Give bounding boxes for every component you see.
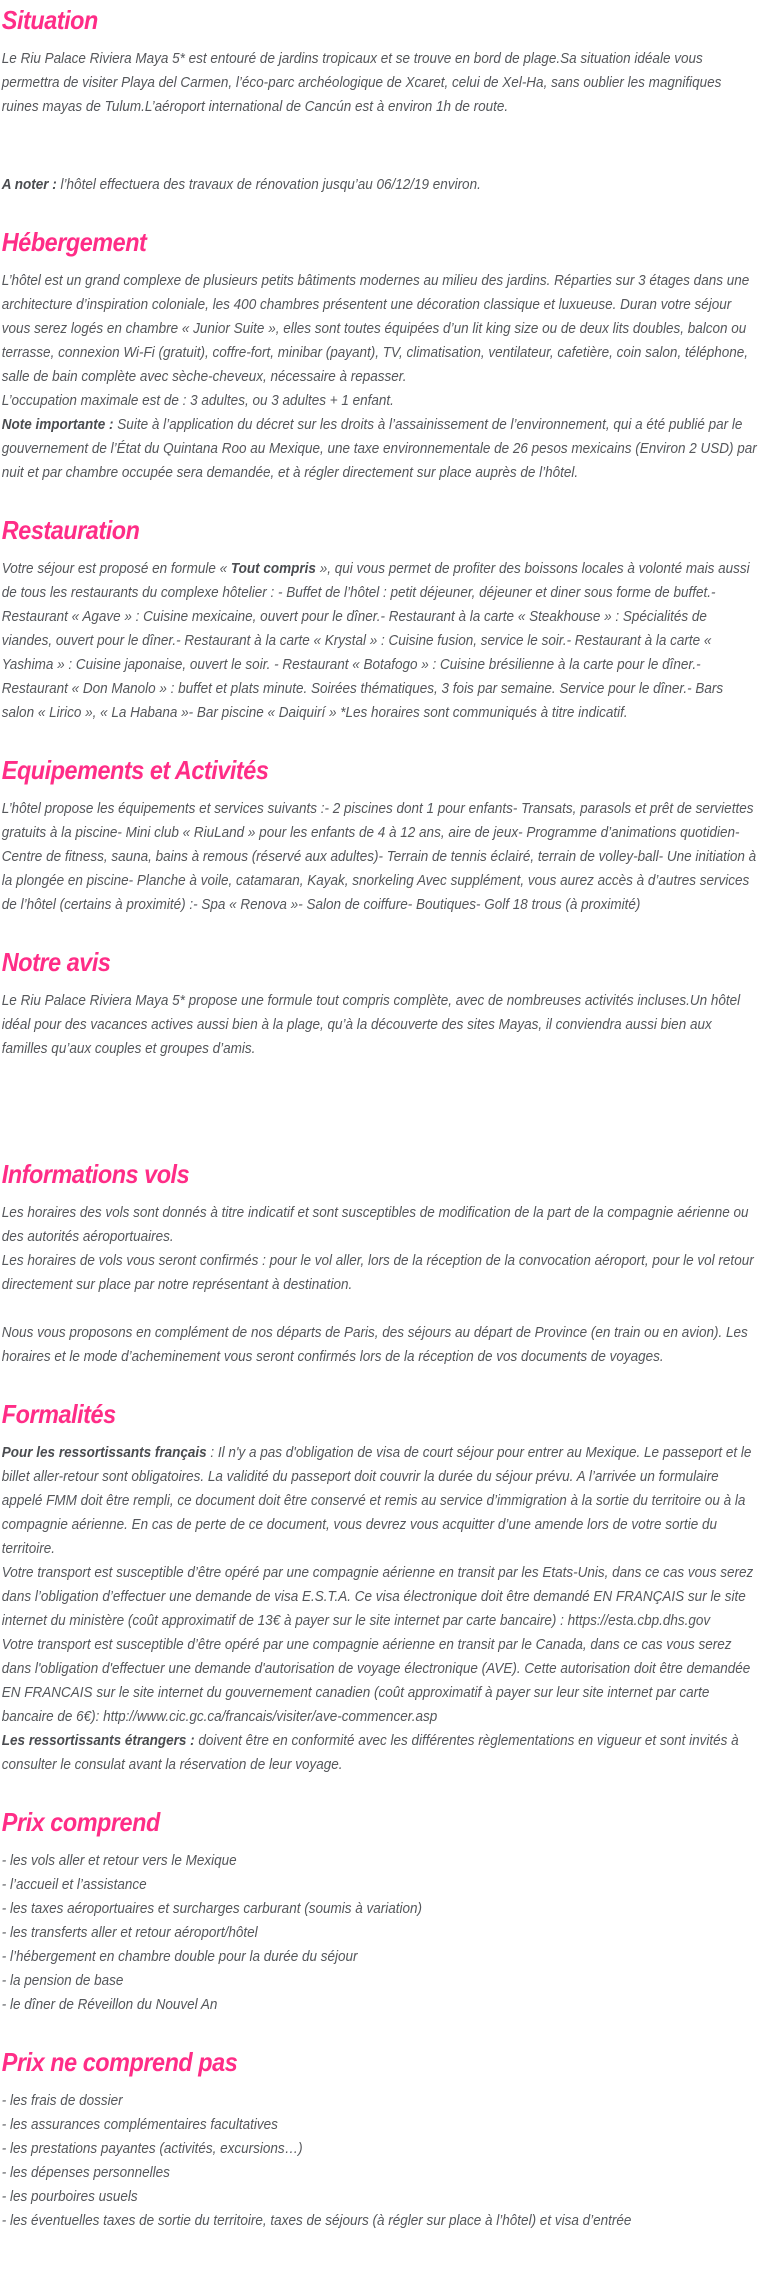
prix-ne-comprend-pas-item: - les frais de dossier	[1, 2092, 123, 2109]
situation-note-label: A noter :	[1, 176, 57, 193]
hebergement-note	[2, 413, 758, 485]
section-informations-vols	[2, 1159, 758, 1369]
section-situation	[2, 5, 758, 197]
prix-comprend-item: - les transferts aller et retour aéroport/hôtel	[1, 1924, 258, 1941]
section-hebergement	[2, 227, 758, 485]
prix-ne-comprend-pas-item: - les dépenses personnelles	[1, 2164, 170, 2181]
section-title-informations-vols: Informations vols	[1, 1159, 190, 1189]
formalites-etrangers-text: doivent être en conformité avec les différentes règlementations en vigueur et sont invités à consulter le consulat avant la réservation de leur voyage.	[1, 1732, 739, 1773]
section-equipements-activites	[2, 755, 758, 917]
situation-note	[2, 173, 758, 197]
restauration-formule-bold: Tout compris	[230, 560, 316, 577]
section-title-restauration: Restauration	[1, 515, 140, 545]
prix-ne-comprend-pas-item: - les éventuelles taxes de sortie du territoire, taxes de séjours (à régler sur place à l’hôtel) et visa d’entrée	[1, 2212, 632, 2229]
informations-vols-paragraph-3: Nous vous proposons en complément de nos départs de Paris, des séjours au départ de Province (en train ou en avion). Les horaires et le mode d’acheminement vous seront confirmés lors de la réception de vos documents de voyages.	[1, 1324, 748, 1365]
section-title-notre-avis: Notre avis	[1, 947, 111, 977]
prix-comprend-item: - les taxes aéroportuaires et surcharges carburant (soumis à variation)	[1, 1900, 422, 1917]
section-title-formalites: Formalités	[1, 1399, 116, 1429]
restauration-paragraph	[2, 557, 758, 725]
section-title-prix-comprend: Prix comprend	[1, 1807, 160, 1837]
hebergement-note-text: Suite à l’application du décret sur les droits à l’assainissement de l’environnement, qui a été publié par le gouvernement de l’État du Quintana Roo au Mexique, une taxe environnementale de 26 pesos mexicains (Environ 2 USD) par nuit et par chambre occupée sera demandée, et à régler directement sur place auprès de l’hôtel.	[1, 416, 757, 481]
section-restauration	[2, 515, 758, 725]
informations-vols-paragraph-2: Les horaires de vols vous seront confirmés : pour le vol aller, lors de la réception de la convocation aéroport, pour le vol retour directement sur place par notre représentant à destination.	[1, 1252, 754, 1293]
hebergement-note-label: Note importante :	[1, 416, 114, 433]
hebergement-paragraph: L’hôtel est un grand complexe de plusieurs petits bâtiments modernes au milieu des jardins. Réparties sur 3 étages dans une architecture d’inspiration coloniale, les 400 chambres présentent une décoration classique et luxueuse. Duran votre séjour vous serez logés en chambre « Junior Suite », elles sont toutes équipées d’un lit king size ou de deux lits doubles, balcon ou terrasse, connexion Wi-Fi (gratuit), coffre-fort, minibar (payant), TV, climatisation, ventilateur, cafetière, coin salon, téléphone, salle de bain complète avec sèche-cheveux, nécessaire à repasser.	[1, 272, 750, 385]
prix-ne-comprend-pas-item: - les pourboires usuels	[1, 2188, 138, 2205]
equipements-paragraph: L’hôtel propose les équipements et services suivants :- 2 piscines dont 1 pour enfants- Transats, parasols et prêt de serviettes gratuits à la piscine- Mini club « RiuLand » pour les enfants de 4 à 12 ans, aire de jeux- Programme d’animations quotidien- Centre de fitness, sauna, bains à remous (réservé aux adultes)- Terrain de tennis éclairé, terrain de volley-ball- Une initiation à la plongée en piscine- Planche à voile, catamaran, Kayak, snorkeling Avec supplément, vous aurez accès à d’autres services de l’hôtel (certains à proximité) :- Spa « Renova »- Salon de coiffure- Boutiques- Golf 18 trous (à proximité)	[1, 800, 757, 913]
hotel-description-page	[0, 5, 758, 2233]
formalites-francais-label: Pour les ressortissants français	[1, 1444, 207, 1461]
section-title-hebergement: Hébergement	[1, 227, 147, 257]
section-title-situation: Situation	[1, 5, 98, 35]
situation-note-text: l’hôtel effectuera des travaux de rénovation jusqu’au 06/12/19 environ.	[56, 176, 481, 193]
section-prix-comprend	[2, 1807, 758, 2017]
formalites-etrangers-label: Les ressortissants étrangers :	[1, 1732, 195, 1749]
prix-comprend-item: - les vols aller et retour vers le Mexique	[1, 1852, 237, 1869]
formalites-paragraph-ave: Votre transport est susceptible d’être opéré par une compagnie aérienne en transit par le Canada, dans ce cas vous serez dans l'obligation d'effectuer une demande d'autorisation de voyage électronique (AVE). Cette autorisation doit être demandée EN FRANCAIS sur le site internet du gouvernement canadien (coût approximatif à payer sur leur site internet par carte bancaire de 6€): http://www.cic.gc.ca/francais/visiter/ave-commencer.asp	[1, 1636, 751, 1725]
restauration-text-before: Votre séjour est proposé en formule «	[1, 560, 231, 577]
hebergement-occupation: L’occupation maximale est de : 3 adultes, ou 3 adultes + 1 enfant.	[1, 392, 394, 409]
notre-avis-paragraph: Le Riu Palace Riviera Maya 5* propose une formule tout compris complète, avec de nombreuses activités incluses.Un hôtel idéal pour des vacances actives aussi bien à la plage, qu’à la découverte des sites Mayas, il conviendra aussi bien aux familles qu’aux couples et groupes d’amis.	[1, 992, 741, 1057]
formalites-paragraph-etrangers	[2, 1729, 758, 1777]
section-formalites	[2, 1399, 758, 1777]
formalites-paragraph-esta: Votre transport est susceptible d’être opéré par une compagnie aérienne en transit par les Etats-Unis, dans ce cas vous serez dans l’obligation d’effectuer une demande de visa E.S.T.A. Ce visa électronique doit être demandé EN FRANÇAIS sur le site internet du ministère (coût approximatif de 13€ à payer sur le site internet par carte bancaire) : https://esta.cbp.dhs.gov	[1, 1564, 754, 1629]
situation-paragraph: Le Riu Palace Riviera Maya 5* est entouré de jardins tropicaux et se trouve en bord de plage.Sa situation idéale vous permettra de visiter Playa del Carmen, l’éco-parc archéologique de Xcaret, celui de Xel-Ha, sans oublier les magnifiques ruines mayas de Tulum.L’aéroport international de Cancún est à environ 1h de route.	[1, 50, 722, 115]
prix-comprend-item: - l’hébergement en chambre double pour la durée du séjour	[1, 1948, 358, 1965]
restauration-text-after: », qui vous permet de profiter des boissons locales à volonté mais aussi de tous les restaurants du complexe hôtelier : - Buffet de l’hôtel : petit déjeuner, déjeuner et diner sous forme de buffet.- Restaurant « Agave » : Cuisine mexicaine, ouvert pour le dîner.- Restaurant à la carte « Steakhouse » : Spécialités de viandes, ouvert pour le dîner.- Restaurant à la carte « Krystal » : Cuisine fusion, service le soir.- Restaurant à la carte « Yashima » : Cuisine japonaise, ouvert le soir. - Restaurant « Botafogo » : Cuisine brésilienne à la carte pour le dîner.- Restaurant « Don Manolo » : buffet et plats minute. Soirées thématiques, 3 fois par semaine. Service pour le dîner.- Bars salon « Lirico », « La Habana »- Bar piscine « Daiquirí » *Les horaires sont communiqués à titre indicatif.	[1, 560, 750, 721]
informations-vols-paragraph-1: Les horaires des vols sont donnés à titre indicatif et sont susceptibles de modification de la part de la compagnie aérienne ou des autorités aéroportuaires.	[1, 1204, 749, 1245]
formalites-paragraph-francais	[2, 1441, 758, 1561]
section-notre-avis	[2, 947, 758, 1061]
prix-comprend-item: - la pension de base	[1, 1972, 124, 1989]
section-title-prix-ne-comprend-pas: Prix ne comprend pas	[1, 2047, 238, 2077]
section-title-equipements: Equipements et Activités	[1, 755, 269, 785]
section-prix-ne-comprend-pas	[2, 2047, 758, 2233]
prix-ne-comprend-pas-item: - les assurances complémentaires facultatives	[1, 2116, 278, 2133]
prix-ne-comprend-pas-item: - les prestations payantes (activités, excursions…)	[1, 2140, 303, 2157]
prix-comprend-item: - l’accueil et l’assistance	[1, 1876, 147, 1893]
prix-comprend-item: - le dîner de Réveillon du Nouvel An	[1, 1996, 218, 2013]
formalites-francais-text: : Il n'y a pas d'obligation de visa de court séjour pour entrer au Mexique. Le passeport et le billet aller-retour sont obligatoires. La validité du passeport doit couvrir la durée du séjour prévu. A l’arrivée un formulaire appelé FMM doit être rempli, ce document doit être conservé et remis au service d’immigration à la sortie du territoire ou à la compagnie aérienne. En cas de perte de ce document, vous devrez vous acquitter d’une amende lors de votre sortie du territoire.	[1, 1444, 752, 1557]
